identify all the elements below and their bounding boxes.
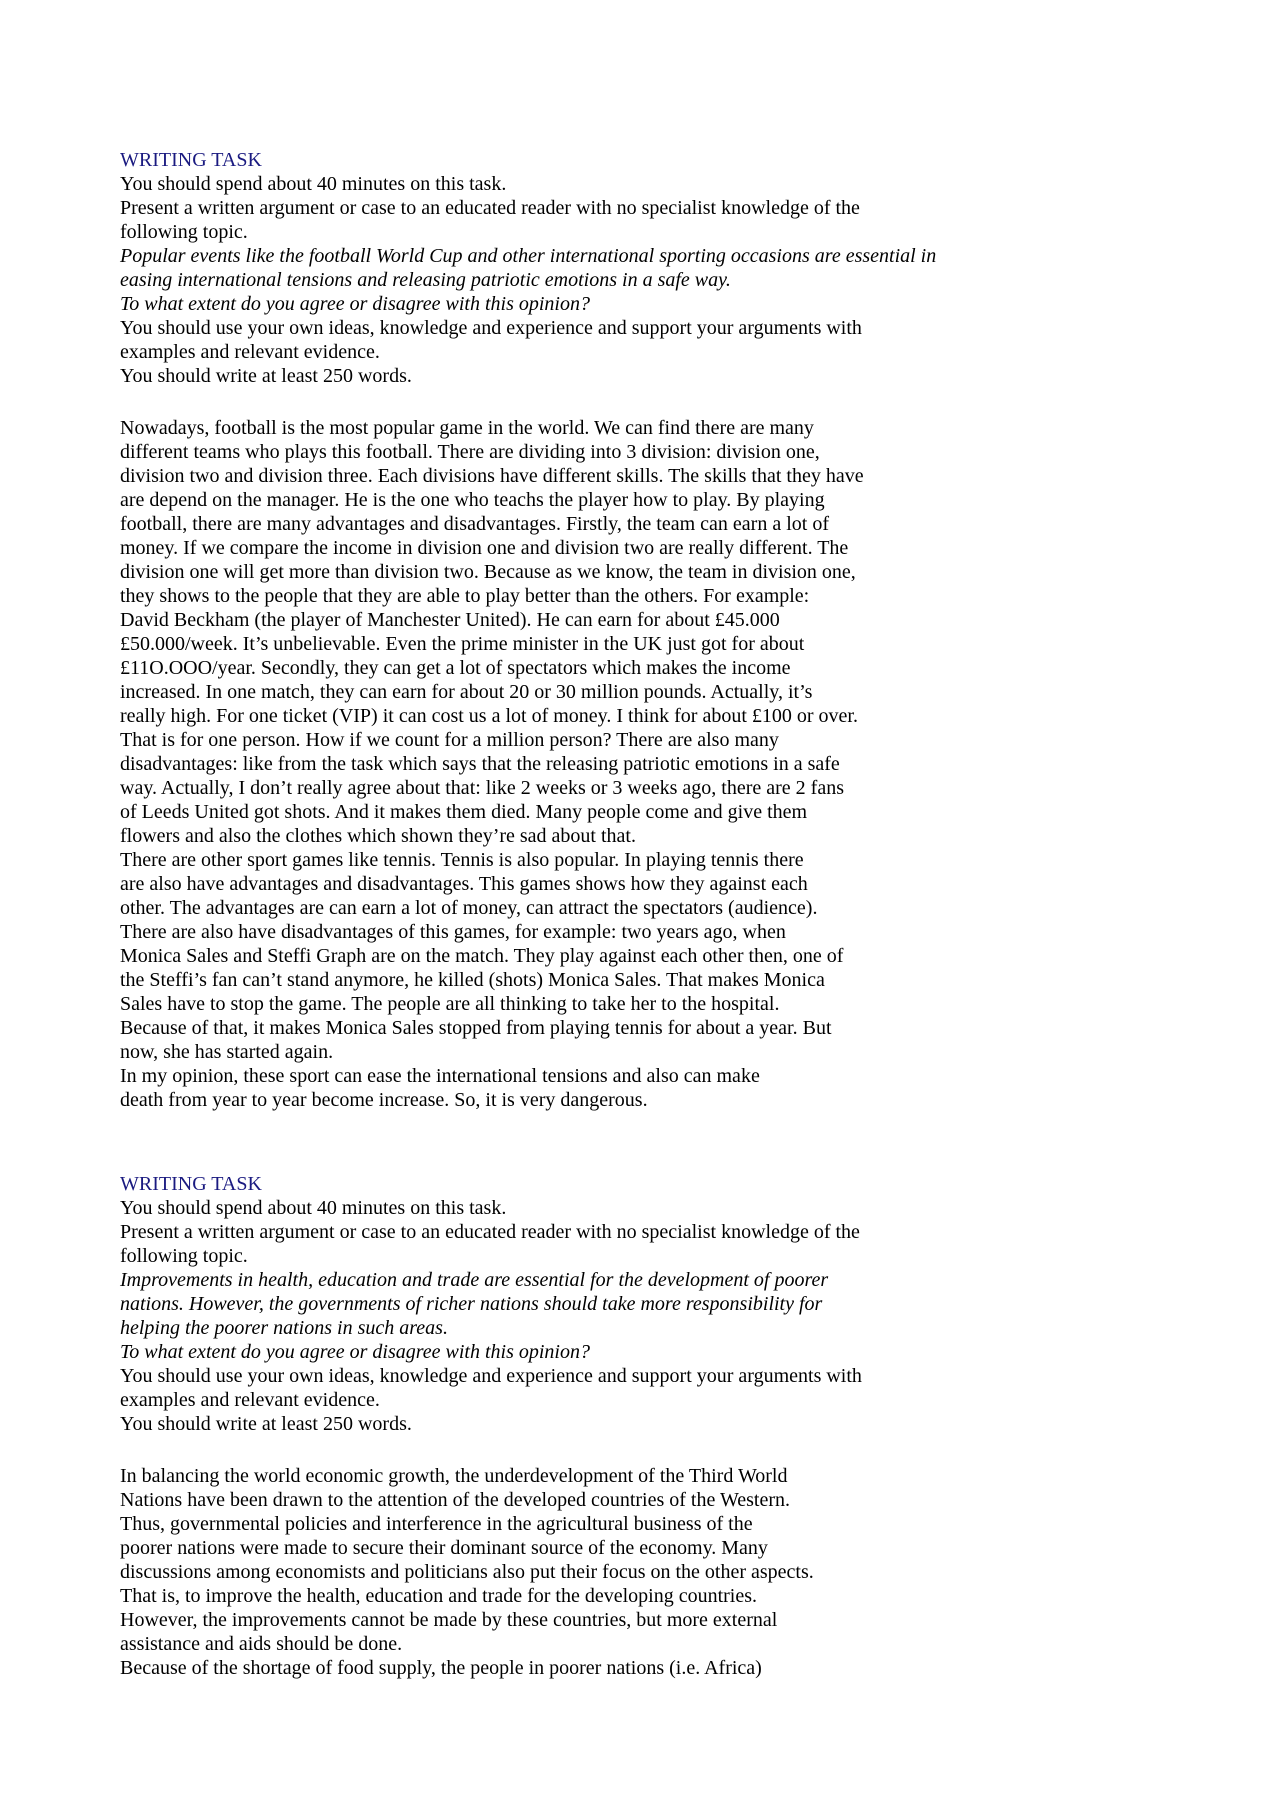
- essay-line: However, the improvements cannot be made by these countries, but more external: [120, 1609, 778, 1631]
- instruction-line: following topic.: [120, 221, 248, 243]
- task-heading: WRITING TASK: [120, 149, 262, 171]
- essay-line: Nowadays, football is the most popular game in the world. We can find there are many: [120, 417, 814, 439]
- essay-line: other. The advantages are can earn a lot of money, can attract the spectators (audience).: [120, 897, 818, 919]
- topic-line: nations. However, the governments of richer nations should take more responsibility for: [120, 1293, 823, 1315]
- essay-line: In balancing the world economic growth, the underdevelopment of the Third World: [120, 1465, 788, 1487]
- spacer: [120, 388, 1160, 416]
- essay-line: football, there are many advantages and disadvantages. Firstly, the team can earn a lot of: [120, 513, 829, 535]
- essay-line: of Leeds United got shots. And it makes them died. Many people come and give them: [120, 801, 808, 823]
- essay-line: There are also have disadvantages of this games, for example: two years ago, when: [120, 921, 786, 943]
- essay-line: David Beckham (the player of Manchester United). He can earn for about £45.000: [120, 609, 780, 631]
- essay-line: poorer nations were made to secure their dominant source of the economy. Many: [120, 1537, 768, 1559]
- essay-line: money. If we compare the income in division one and division two are really different. The: [120, 537, 849, 559]
- essay-line: In my opinion, these sport can ease the international tensions and also can make: [120, 1065, 760, 1087]
- essay-line: are depend on the manager. He is the one who teachs the player how to play. By playing: [120, 489, 825, 511]
- essay-line: are also have advantages and disadvantages. This games shows how they against each: [120, 873, 808, 895]
- essay-line: There are other sport games like tennis. Tennis is also popular. In playing tennis there: [120, 849, 804, 871]
- topic-line: Improvements in health, education and trade are essential for the development of poorer: [120, 1269, 829, 1291]
- task-heading: WRITING TASK: [120, 1173, 262, 1195]
- essay-line: they shows to the people that they are able to play better than the others. For example:: [120, 585, 810, 607]
- essay-line: now, she has started again.: [120, 1041, 334, 1063]
- topic-line: easing international tensions and releasing patriotic emotions in a safe way.: [120, 269, 731, 291]
- essay-line: Because of that, it makes Monica Sales stopped from playing tennis for about a year. But: [120, 1017, 832, 1039]
- spacer: [120, 1436, 1160, 1464]
- instruction-line: You should spend about 40 minutes on this task.: [120, 1197, 507, 1219]
- essay-line: increased. In one match, they can earn for about 20 or 30 million pounds. Actually, it’s: [120, 681, 813, 703]
- instruction-line: Present a written argument or case to an educated reader with no specialist knowledge of the: [120, 197, 860, 219]
- document-content: [120, 148, 1160, 1680]
- essay-line: assistance and aids should be done.: [120, 1633, 403, 1655]
- essay-line: £11O.OOO/year. Secondly, they can get a lot of spectators which makes the income: [120, 657, 791, 679]
- instruction-line: You should spend about 40 minutes on this task.: [120, 173, 507, 195]
- essay-line: Thus, governmental policies and interference in the agricultural business of the: [120, 1513, 753, 1535]
- essay-line: Nations have been drawn to the attention of the developed countries of the Western.: [120, 1489, 791, 1511]
- essay-line: death from year to year become increase. So, it is very dangerous.: [120, 1089, 648, 1111]
- question-line: To what extent do you agree or disagree with this opinion?: [120, 1341, 590, 1363]
- writing-task-2: [120, 1172, 1160, 1436]
- essay-line: £50.000/week. It’s unbelievable. Even the prime minister in the UK just got for about: [120, 633, 805, 655]
- word-count-instruction: You should write at least 250 words.: [120, 1413, 412, 1435]
- essay-line: division two and division three. Each divisions have different skills. The skills that they have: [120, 465, 864, 487]
- spacer: [120, 1112, 1160, 1172]
- essay-line: different teams who plays this football. There are dividing into 3 division: division one,: [120, 441, 820, 463]
- question-line: To what extent do you agree or disagree with this opinion?: [120, 293, 590, 315]
- word-count-instruction: You should write at least 250 words.: [120, 365, 412, 387]
- essay-line: the Steffi’s fan can’t stand anymore, he killed (shots) Monica Sales. That makes Monica: [120, 969, 825, 991]
- topic-line: helping the poorer nations in such areas.: [120, 1317, 448, 1339]
- essay-line: division one will get more than division two. Because as we know, the team in division one,: [120, 561, 856, 583]
- instruction-line: examples and relevant evidence.: [120, 341, 380, 363]
- essay-line: disadvantages: like from the task which says that the releasing patriotic emotions in a safe: [120, 753, 840, 775]
- essay-line: That is, to improve the health, education and trade for the developing countries.: [120, 1585, 758, 1607]
- essay-line: way. Actually, I don’t really agree about that: like 2 weeks or 3 weeks ago, there are 2 fans: [120, 777, 844, 799]
- instruction-line: Present a written argument or case to an educated reader with no specialist knowledge of the: [120, 1221, 860, 1243]
- essay-line: Sales have to stop the game. The people are all thinking to take her to the hospital.: [120, 993, 780, 1015]
- instruction-line: examples and relevant evidence.: [120, 1389, 380, 1411]
- essay-line: Because of the shortage of food supply, the people in poorer nations (i.e. Africa): [120, 1657, 762, 1679]
- topic-line: Popular events like the football World Cup and other international sporting occasions are essential in: [120, 245, 937, 267]
- instruction-line: You should use your own ideas, knowledge and experience and support your arguments with: [120, 317, 862, 339]
- instruction-line: You should use your own ideas, knowledge and experience and support your arguments with: [120, 1365, 862, 1387]
- essay-line: Monica Sales and Steffi Graph are on the match. They play against each other then, one of: [120, 945, 844, 967]
- instruction-line: following topic.: [120, 1245, 248, 1267]
- essay-line: flowers and also the clothes which shown they’re sad about that.: [120, 825, 636, 847]
- writing-task-1: [120, 148, 1160, 388]
- essay-line: really high. For one ticket (VIP) it can cost us a lot of money. I think for about £100 or over.: [120, 705, 858, 727]
- essay-2: [120, 1464, 1160, 1680]
- essay-1: [120, 416, 1160, 1112]
- essay-line: discussions among economists and politicians also put their focus on the other aspects.: [120, 1561, 814, 1583]
- essay-line: That is for one person. How if we count for a million person? There are also many: [120, 729, 779, 751]
